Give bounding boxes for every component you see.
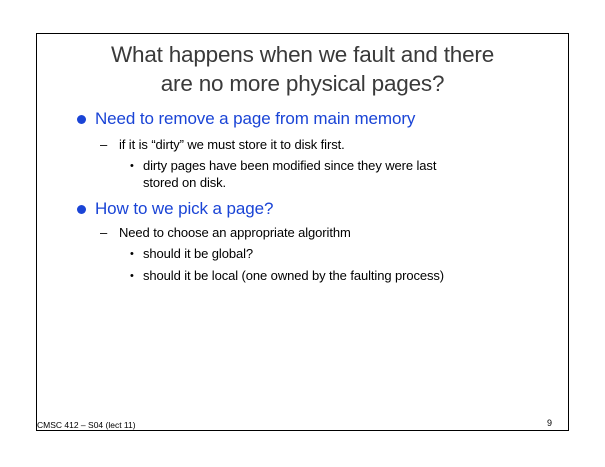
subsub-bullet-global: should it be global?	[143, 246, 254, 261]
small-bullet-icon: •	[130, 270, 134, 282]
sub-bullet-algorithm: Need to choose an appropriate algorithm	[119, 225, 351, 240]
small-bullet-icon: •	[130, 248, 134, 260]
bullet-dot-icon	[77, 115, 86, 124]
bullet-pick-page: How to we pick a page?	[95, 199, 274, 218]
slide-footer: CMSC 412 – S04 (lect 11)	[37, 420, 136, 430]
dash-icon: –	[100, 137, 108, 152]
subsub-bullet-dirty-line1: dirty pages have been modified since they were last	[143, 158, 437, 173]
slide-title-line-2: are no more physical pages?	[160, 71, 445, 96]
bullet-dot-icon	[77, 205, 86, 214]
sub-bullet-dirty: if it is “dirty” we must store it to disk first.	[119, 137, 345, 152]
dash-icon: –	[100, 225, 108, 240]
bullet-remove-page: Need to remove a page from main memory	[95, 109, 416, 128]
page-number: 9	[547, 418, 553, 428]
slide-title-line-1: What happens when we fault and there	[110, 42, 495, 67]
small-bullet-icon: •	[130, 160, 134, 172]
subsub-bullet-dirty-line2: stored on disk.	[143, 175, 227, 190]
subsub-bullet-local: should it be local (one owned by the faulting process)	[143, 268, 445, 283]
